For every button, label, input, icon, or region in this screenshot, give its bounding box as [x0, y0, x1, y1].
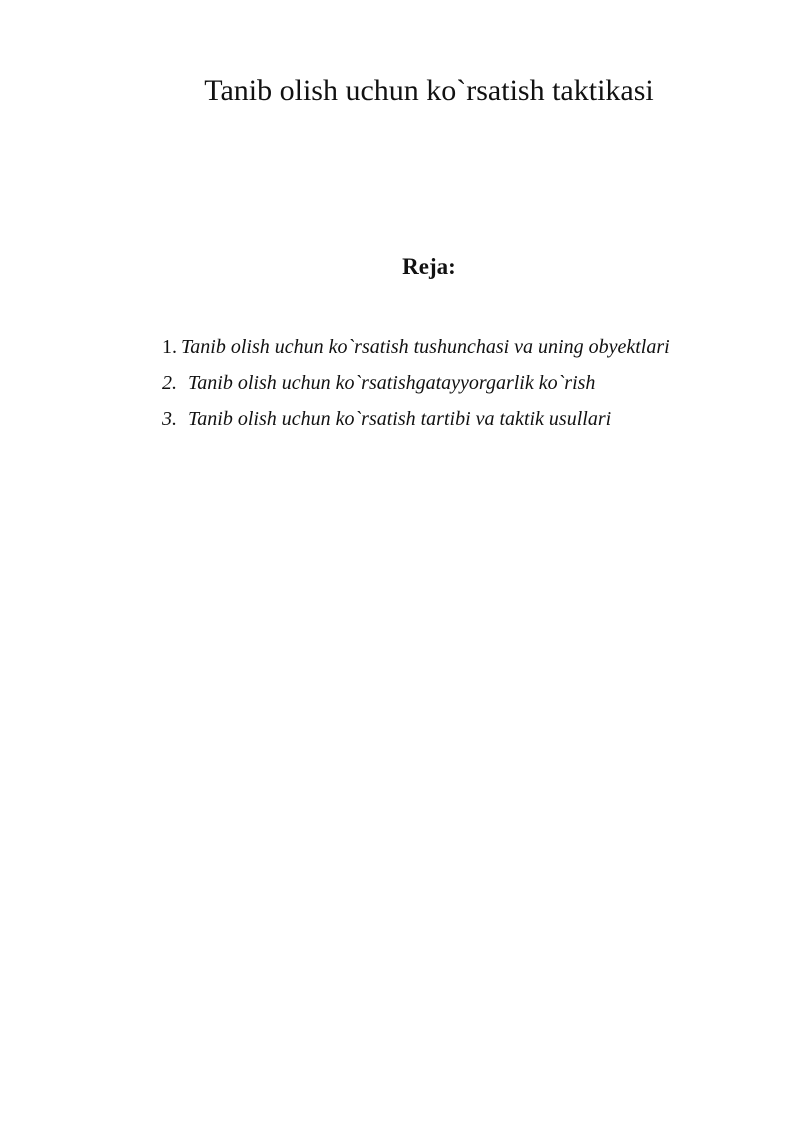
list-item-text: Tanib olish uchun ko`rsatish tartibi va taktik usullari: [188, 407, 612, 430]
plan-heading: Reja:: [402, 254, 456, 279]
list-item-text: Tanib olish uchun ko`rsatishgatayyorgarlik ko`rish: [188, 371, 596, 394]
list-item-text: Tanib olish uchun ko`rsatish tushunchasi va uning obyektlari: [181, 335, 670, 358]
list-item-number: 1.: [162, 335, 177, 358]
list-item-number: 3.: [162, 407, 177, 430]
document-title: Tanib olish uchun ko`rsatish taktikasi: [204, 74, 654, 107]
list-item-number: 2.: [162, 371, 177, 394]
list-item: [162, 401, 670, 437]
list-item: [162, 365, 670, 401]
list-item: [162, 329, 670, 365]
plan-list: [162, 329, 670, 437]
